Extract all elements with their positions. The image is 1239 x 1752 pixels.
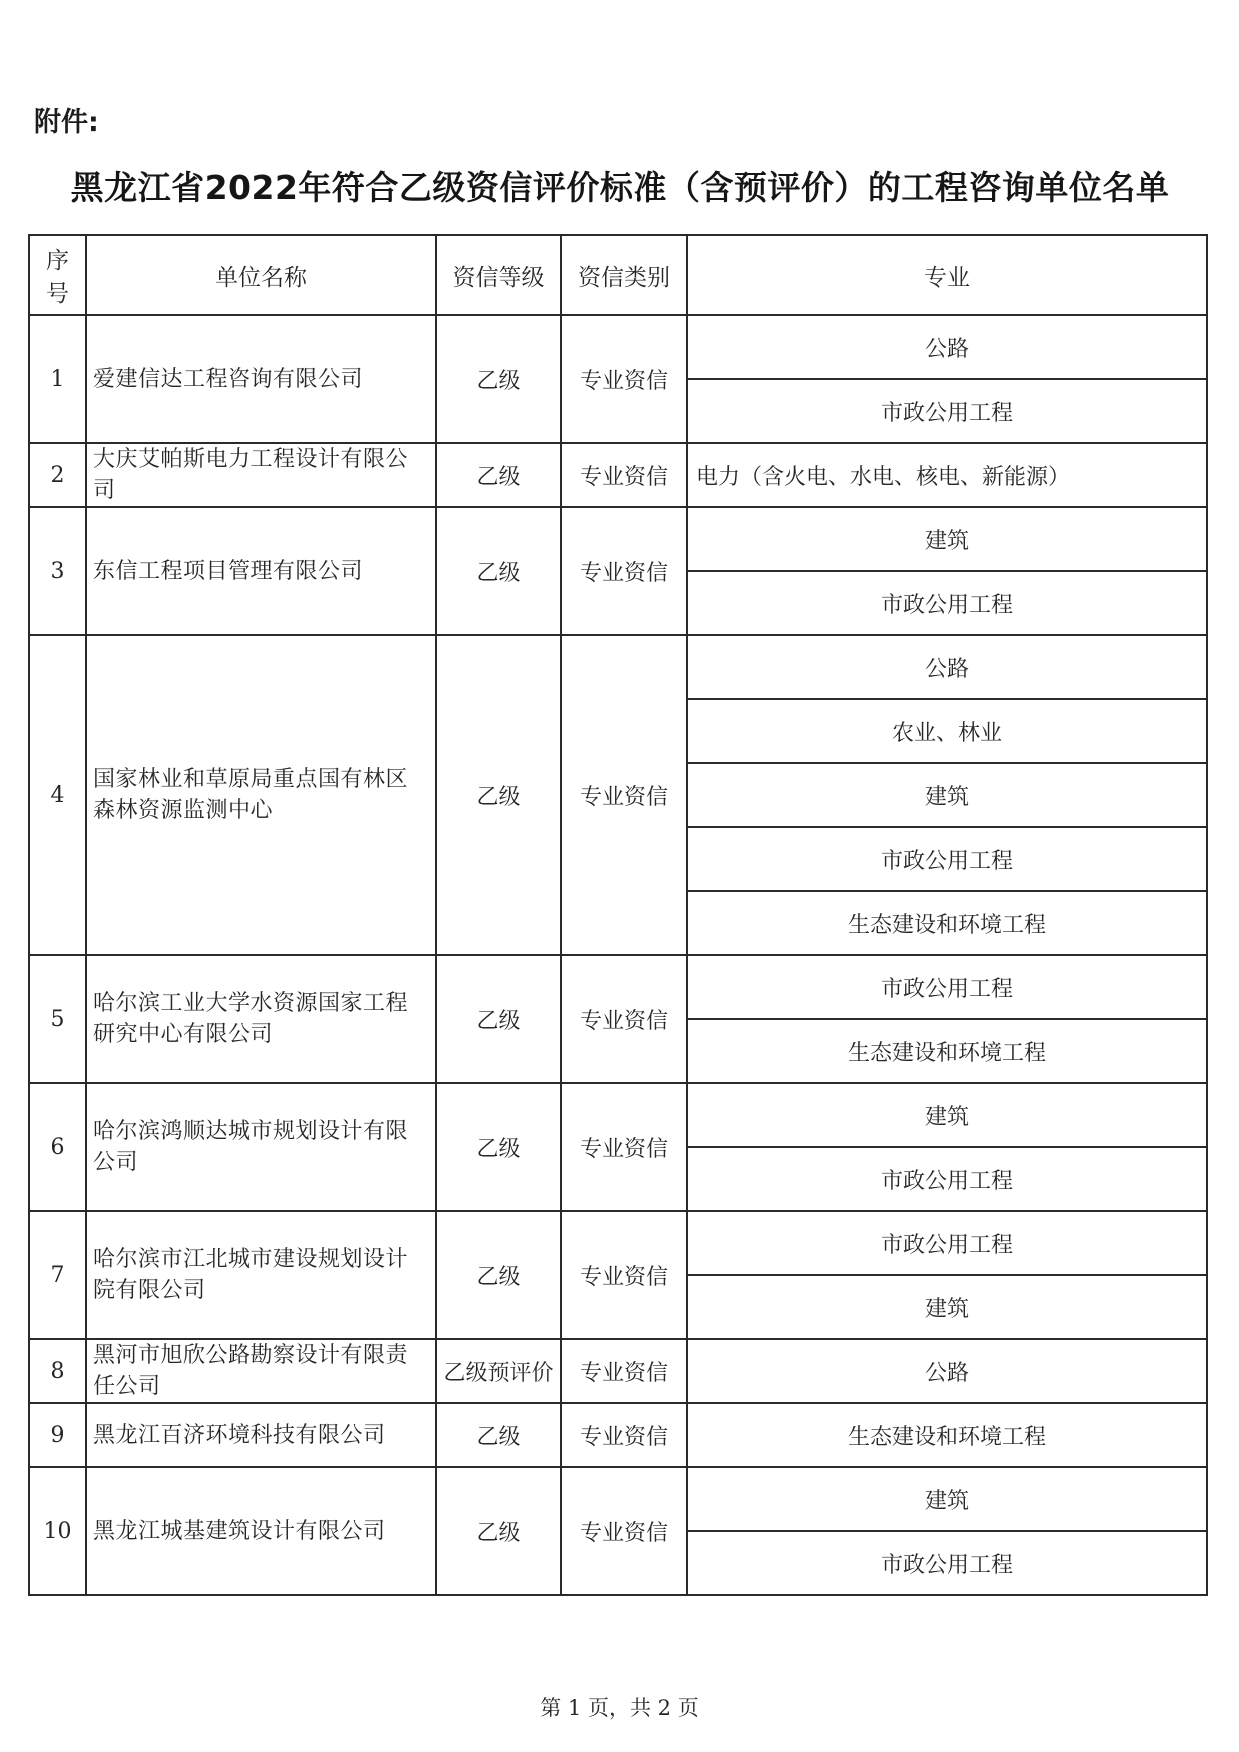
table-row: [29, 1403, 1207, 1467]
table-row: [29, 1339, 1207, 1403]
credit-grade: 乙级: [436, 1083, 561, 1211]
table-body: [29, 315, 1207, 1595]
header-no: 序号: [29, 235, 86, 315]
specialty-cell: 市政公用工程: [687, 379, 1207, 443]
specialty-cell: 建筑: [687, 1467, 1207, 1531]
specialty-cell: 公路: [687, 1339, 1207, 1403]
credit-category: 专业资信: [561, 507, 687, 635]
row-number: 5: [29, 955, 86, 1083]
credit-category: 专业资信: [561, 1467, 687, 1595]
credit-grade: 乙级: [436, 507, 561, 635]
specialty-cell: 建筑: [687, 507, 1207, 571]
unit-name: 国家林业和草原局重点国有林区森林资源监测中心: [86, 635, 436, 955]
credit-grade: 乙级: [436, 635, 561, 955]
credit-grade: 乙级: [436, 315, 561, 443]
credit-category: 专业资信: [561, 1083, 687, 1211]
specialty-cell: 公路: [687, 635, 1207, 699]
unit-name: 黑龙江百济环境科技有限公司: [86, 1403, 436, 1467]
specialty-cell: 生态建设和环境工程: [687, 891, 1207, 955]
consulting-units-table: [28, 234, 1208, 1596]
credit-category: 专业资信: [561, 1211, 687, 1339]
table-header-row: [29, 235, 1207, 315]
header-category: 资信类别: [561, 235, 687, 315]
specialty-cell: 建筑: [687, 1083, 1207, 1147]
row-number: 4: [29, 635, 86, 955]
header-grade: 资信等级: [436, 235, 561, 315]
specialty-cell: 市政公用工程: [687, 1211, 1207, 1275]
credit-grade: 乙级: [436, 443, 561, 507]
header-specialty: 专业: [687, 235, 1207, 315]
credit-grade: 乙级: [436, 1211, 561, 1339]
unit-name: 哈尔滨工业大学水资源国家工程研究中心有限公司: [86, 955, 436, 1083]
unit-name: 大庆艾帕斯电力工程设计有限公司: [86, 443, 436, 507]
specialty-cell: 公路: [687, 315, 1207, 379]
credit-category: 专业资信: [561, 955, 687, 1083]
unit-name: 爱建信达工程咨询有限公司: [86, 315, 436, 443]
credit-grade: 乙级预评价: [436, 1339, 561, 1403]
specialty-cell: 市政公用工程: [687, 571, 1207, 635]
unit-name: 哈尔滨市江北城市建设规划设计院有限公司: [86, 1211, 436, 1339]
table-row: [29, 1467, 1207, 1531]
row-number: 3: [29, 507, 86, 635]
table-row: [29, 955, 1207, 1019]
table-row: [29, 1083, 1207, 1147]
specialty-cell: 生态建设和环境工程: [687, 1019, 1207, 1083]
credit-category: 专业资信: [561, 315, 687, 443]
row-number: 6: [29, 1083, 86, 1211]
table-row: [29, 315, 1207, 379]
unit-name: 东信工程项目管理有限公司: [86, 507, 436, 635]
credit-grade: 乙级: [436, 955, 561, 1083]
page-title: 黑龙江省2022年符合乙级资信评价标准（含预评价）的工程咨询单位名单: [70, 168, 1170, 207]
header-name: 单位名称: [86, 235, 436, 315]
credit-category: 专业资信: [561, 1403, 687, 1467]
specialty-cell: 电力（含火电、水电、核电、新能源）: [687, 443, 1207, 507]
table-row: [29, 507, 1207, 571]
row-number: 7: [29, 1211, 86, 1339]
row-number: 1: [29, 315, 86, 443]
specialty-cell: 建筑: [687, 1275, 1207, 1339]
unit-name: 黑龙江城基建筑设计有限公司: [86, 1467, 436, 1595]
unit-name: 哈尔滨鸿顺达城市规划设计有限公司: [86, 1083, 436, 1211]
row-number: 8: [29, 1339, 86, 1403]
specialty-cell: 市政公用工程: [687, 1531, 1207, 1595]
row-number: 2: [29, 443, 86, 507]
unit-name: 黑河市旭欣公路勘察设计有限责任公司: [86, 1339, 436, 1403]
table-row: [29, 443, 1207, 507]
specialty-cell: 市政公用工程: [687, 1147, 1207, 1211]
specialty-cell: 市政公用工程: [687, 827, 1207, 891]
row-number: 9: [29, 1403, 86, 1467]
specialty-cell: 生态建设和环境工程: [687, 1403, 1207, 1467]
page-footer: 第 1 页，共 2 页: [540, 1696, 699, 1720]
credit-category: 专业资信: [561, 635, 687, 955]
credit-category: 专业资信: [561, 443, 687, 507]
credit-grade: 乙级: [436, 1467, 561, 1595]
credit-category: 专业资信: [561, 1339, 687, 1403]
specialty-cell: 市政公用工程: [687, 955, 1207, 1019]
attachment-label: 附件:: [34, 107, 99, 138]
credit-grade: 乙级: [436, 1403, 561, 1467]
specialty-cell: 农业、林业: [687, 699, 1207, 763]
row-number: 10: [29, 1467, 86, 1595]
table-row: [29, 1211, 1207, 1275]
table-row: [29, 635, 1207, 699]
specialty-cell: 建筑: [687, 763, 1207, 827]
